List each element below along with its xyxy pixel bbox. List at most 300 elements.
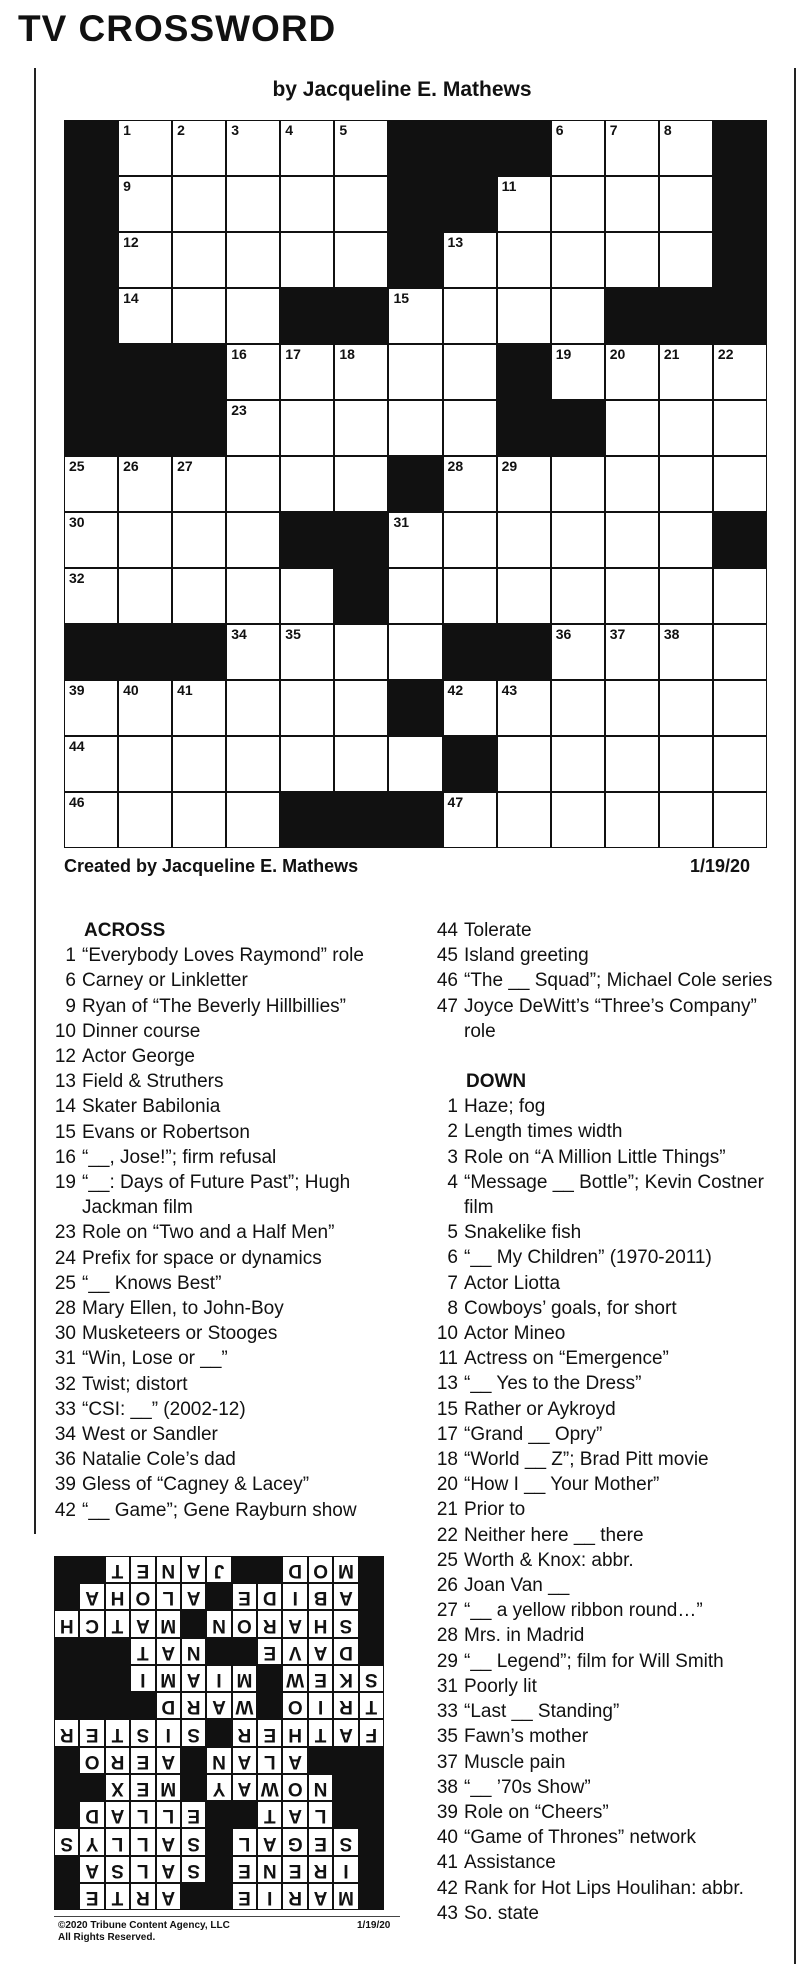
- grid-cell: [118, 568, 172, 624]
- clue-number: 36: [54, 1449, 76, 1471]
- clue-text: Prior to: [464, 1499, 526, 1521]
- solution-cell: L: [232, 1828, 257, 1855]
- solution-cell: E: [257, 1638, 282, 1665]
- clue-number: 19: [54, 1172, 76, 1194]
- solution-cell: N: [206, 1610, 231, 1637]
- grid-cell: [64, 512, 118, 568]
- grid-cell: [497, 288, 551, 344]
- grid-cell: [64, 680, 118, 736]
- grid-cell: [443, 568, 497, 624]
- clue-number: 37: [436, 1751, 458, 1773]
- solution-cell: E: [130, 1774, 155, 1801]
- cell-number: 22: [717, 346, 734, 362]
- solution-cell: S: [333, 1610, 358, 1637]
- clue-text: Dinner course: [82, 1020, 201, 1042]
- grid-cell: [605, 512, 659, 568]
- grid-cell: [659, 176, 713, 232]
- cell-number: 35: [285, 626, 301, 642]
- crossword-grid: [64, 120, 767, 848]
- solution-cell: S: [181, 1856, 206, 1883]
- grid-cell: [334, 736, 388, 792]
- clue-item: [432, 1623, 792, 1648]
- solution-cell: M: [156, 1665, 181, 1692]
- solution-cell: M: [333, 1556, 358, 1583]
- grid-cell: [280, 120, 334, 176]
- clue-number: 11: [438, 1348, 458, 1370]
- solution-cell: M: [156, 1610, 181, 1637]
- clue-text: Rank for Hot Lips Houlihan: abbr.: [464, 1877, 744, 1899]
- cell-number: 3: [231, 122, 240, 138]
- solution-cell: L: [156, 1801, 181, 1828]
- clue-text: Skater Babilonia: [82, 1096, 221, 1118]
- solution-cell: W: [282, 1665, 307, 1692]
- solution-cell: A: [308, 1638, 333, 1665]
- clue-number: 31: [54, 1348, 76, 1370]
- clue-text: “Everybody Loves Raymond” role: [82, 945, 364, 967]
- solution-cell: I: [130, 1665, 155, 1692]
- clue-item: [432, 943, 792, 968]
- clue-item: [432, 1145, 792, 1170]
- solution-cell: S: [333, 1828, 358, 1855]
- grid-cell: [118, 288, 172, 344]
- clue-text: Role on “Cheers”: [464, 1801, 609, 1823]
- clue-number: 24: [54, 1247, 76, 1269]
- solution-cell: A: [232, 1774, 257, 1801]
- clue-text: Muscle pain: [464, 1751, 566, 1773]
- grid-cell: [226, 456, 280, 512]
- solution-cell: D: [282, 1556, 307, 1583]
- grid-cell: [388, 288, 442, 344]
- solution-cell: T: [105, 1556, 130, 1583]
- clue-number: 47: [436, 995, 458, 1017]
- clue-text: “__ Knows Best”: [82, 1272, 222, 1294]
- grid-cell: [64, 456, 118, 512]
- solution-cell: Y: [206, 1774, 231, 1801]
- clue-number: 33: [436, 1701, 458, 1723]
- solution-cell: R: [333, 1692, 358, 1719]
- clue-number: 1: [65, 945, 76, 967]
- grid-cell: [280, 680, 334, 736]
- solution-cell: O: [282, 1692, 307, 1719]
- clue-number: 29: [436, 1650, 458, 1672]
- solution-cell: X: [105, 1774, 130, 1801]
- clue-item: [432, 1422, 792, 1447]
- clue-text: Island greeting: [464, 945, 589, 967]
- clue-text: Joyce DeWitt’s “Three’s Company” role: [464, 995, 757, 1042]
- solution-cell: A: [79, 1583, 104, 1610]
- solution-cell: S: [105, 1856, 130, 1883]
- grid-cell: [659, 456, 713, 512]
- clue-number: 39: [54, 1474, 76, 1496]
- clue-item: [50, 1246, 410, 1271]
- clue-item: [50, 943, 410, 968]
- cell-number: 16: [231, 346, 247, 362]
- divider: [54, 1916, 400, 1917]
- grid-cell: [226, 232, 280, 288]
- clue-item: [432, 1497, 792, 1522]
- clue-text: Tolerate: [464, 920, 532, 941]
- clue-item: [432, 1371, 792, 1396]
- grid-cell: [497, 736, 551, 792]
- solution-cell: O: [130, 1583, 155, 1610]
- clue-item: [50, 1094, 410, 1119]
- cell-number: 5: [339, 122, 348, 138]
- cell-number: 17: [285, 346, 301, 362]
- solution-cell: A: [282, 1747, 307, 1774]
- clue-item: [432, 1901, 792, 1926]
- grid-cell: [551, 624, 605, 680]
- clue-number: 20: [436, 1474, 458, 1496]
- grid-cell: [388, 568, 442, 624]
- clue-text: “__ Legend”; film for Will Smith: [464, 1650, 724, 1672]
- solution-cell: W: [232, 1692, 257, 1719]
- solution-cell: E: [181, 1801, 206, 1828]
- grid-cell: [659, 624, 713, 680]
- cell-number: 19: [555, 346, 572, 362]
- clue-number: 10: [436, 1323, 458, 1345]
- grid-cell: [605, 568, 659, 624]
- grid-cell: [280, 568, 334, 624]
- grid-cell: [713, 456, 767, 512]
- solution-cell: N: [181, 1638, 206, 1665]
- clue-number: 38: [436, 1776, 458, 1798]
- cell-number: 47: [447, 794, 464, 810]
- solution-cell: L: [105, 1828, 130, 1855]
- across-header: ACROSS: [84, 920, 166, 941]
- clue-item: [50, 1346, 410, 1371]
- clue-number: 26: [436, 1575, 458, 1597]
- clue-item: [50, 1372, 410, 1397]
- grid-cell: [226, 624, 280, 680]
- grid-cell: [497, 176, 551, 232]
- grid-cell: [605, 232, 659, 288]
- clue-text: Joan Van __: [464, 1575, 570, 1597]
- clue-text: Natalie Cole’s dad: [82, 1449, 236, 1471]
- grid-cell: [118, 120, 172, 176]
- grid-cell: [443, 512, 497, 568]
- solution-cell: E: [232, 1583, 257, 1610]
- clue-number: 42: [54, 1499, 76, 1521]
- down-header: DOWN: [466, 1071, 527, 1093]
- grid-cell: [118, 792, 172, 848]
- grid-cell: [551, 792, 605, 848]
- grid-cell: [334, 344, 388, 400]
- grid-cell: [497, 792, 551, 848]
- solution-cell: M: [156, 1774, 181, 1801]
- solution-cell: T: [308, 1719, 333, 1746]
- copyright-line-1: ©2020 Tribune Content Agency, LLC: [58, 1920, 230, 1931]
- grid-cell: [172, 792, 226, 848]
- grid-cell: [226, 792, 280, 848]
- cell-number: 6: [555, 122, 564, 138]
- grid-cell: [659, 512, 713, 568]
- clue-item: [50, 1069, 410, 1094]
- clue-text: Mrs. in Madrid: [464, 1625, 585, 1647]
- grid-cell: [443, 288, 497, 344]
- grid-cell: [605, 120, 659, 176]
- solution-cell: F: [359, 1719, 384, 1746]
- solution-cell: O: [308, 1556, 333, 1583]
- solution-cell: A: [156, 1856, 181, 1883]
- clue-number: 39: [436, 1801, 458, 1823]
- clue-item: [432, 1346, 792, 1371]
- clue-item: [50, 1296, 410, 1321]
- grid-cell: [443, 456, 497, 512]
- grid-cell: [172, 568, 226, 624]
- clue-number: 41: [436, 1852, 458, 1874]
- solution-cell: A: [257, 1828, 282, 1855]
- clue-number: 30: [54, 1323, 76, 1345]
- grid-cell: [388, 736, 442, 792]
- clue-text: Prefix for space or dynamics: [82, 1247, 322, 1269]
- solution-cell: I: [156, 1719, 181, 1746]
- grid-cell: [280, 736, 334, 792]
- clue-item: [432, 994, 792, 1044]
- grid-cell: [226, 736, 280, 792]
- solution-cell: R: [130, 1883, 155, 1910]
- clue-item: [432, 1245, 792, 1270]
- clue-text: “__: Days of Future Past”; Hugh Jackman film: [82, 1172, 351, 1219]
- solution-cell: J: [206, 1556, 231, 1583]
- clue-item: [50, 994, 410, 1019]
- clue-text: Actor Mineo: [464, 1323, 566, 1345]
- clue-text: “The __ Squad”; Michael Cole series: [464, 970, 773, 992]
- cell-number: 41: [177, 682, 193, 698]
- clue-text: “__ My Children” (1970-2011): [464, 1247, 712, 1269]
- clue-item: [432, 1699, 792, 1724]
- solution-cell: A: [181, 1583, 206, 1610]
- grid-cell: [388, 400, 442, 456]
- solution-cell: E: [282, 1856, 307, 1883]
- grid-cell: [605, 624, 659, 680]
- solution-cell: T: [105, 1883, 130, 1910]
- solution-cell: A: [181, 1556, 206, 1583]
- grid-cell: [659, 344, 713, 400]
- clue-item: [432, 1649, 792, 1674]
- solution-cell: E: [308, 1665, 333, 1692]
- clue-number: 18: [436, 1449, 458, 1471]
- clue-number: 1: [447, 1096, 458, 1118]
- grid-cell: [713, 568, 767, 624]
- clue-text: “__ Yes to the Dress”: [464, 1373, 642, 1395]
- clue-text: Field & Struthers: [82, 1071, 224, 1093]
- grid-cell: [551, 344, 605, 400]
- cell-number: 7: [609, 122, 618, 138]
- solution-cell: B: [308, 1583, 333, 1610]
- cell-number: 39: [69, 682, 85, 698]
- clue-text: Cowboys’ goals, for short: [464, 1297, 677, 1319]
- solution-cell: I: [282, 1583, 307, 1610]
- clue-text: So. state: [464, 1902, 539, 1924]
- grid-cell: [172, 120, 226, 176]
- solution-cell: R: [257, 1610, 282, 1637]
- solution-cell: K: [333, 1665, 358, 1692]
- clue-item: [432, 1321, 792, 1346]
- clue-number: 6: [65, 970, 76, 992]
- grid-cell: [172, 736, 226, 792]
- clue-number: 25: [436, 1549, 458, 1571]
- clue-number: 33: [54, 1398, 76, 1420]
- solution-cell: R: [181, 1692, 206, 1719]
- cell-number: 12: [123, 234, 139, 250]
- clue-number: 9: [65, 995, 76, 1017]
- clue-item: [432, 1170, 792, 1220]
- grid-cell: [605, 736, 659, 792]
- cell-number: 25: [69, 458, 85, 474]
- clue-text: “Game of Thrones” network: [464, 1827, 696, 1849]
- clue-item: [432, 1447, 792, 1472]
- cell-number: 2: [177, 122, 185, 138]
- clue-column-left: [50, 918, 410, 1523]
- grid-cell: [280, 456, 334, 512]
- clue-number: 6: [447, 1247, 458, 1269]
- clue-text: Worth & Knox: abbr.: [464, 1549, 634, 1571]
- cell-number: 46: [69, 794, 85, 810]
- grid-cell: [605, 792, 659, 848]
- grid-cell: [280, 624, 334, 680]
- grid-cell: [713, 344, 767, 400]
- grid-cell: [118, 680, 172, 736]
- clue-number: 34: [54, 1424, 76, 1446]
- clue-number: 28: [436, 1625, 458, 1647]
- grid-cell: [172, 680, 226, 736]
- solution-cell: A: [206, 1692, 231, 1719]
- solution-cell: D: [333, 1638, 358, 1665]
- clue-text: Actress on “Emergence”: [464, 1348, 669, 1370]
- clue-number: 35: [436, 1726, 458, 1748]
- clue-number: 8: [447, 1297, 458, 1319]
- clue-text: Carney or Linkletter: [82, 970, 248, 992]
- solution-cell: E: [130, 1747, 155, 1774]
- clue-text: Snakelike fish: [464, 1222, 582, 1244]
- grid-cell: [497, 568, 551, 624]
- solution-date: 1/19/20: [357, 1920, 391, 1931]
- clue-number: 22: [436, 1524, 458, 1546]
- clue-text: “Grand __ Opry”: [464, 1423, 603, 1445]
- grid-cell: [605, 400, 659, 456]
- grid-cell: [118, 176, 172, 232]
- solution-cell: S: [54, 1828, 79, 1855]
- clue-text: “World __ Z”; Brad Pitt movie: [464, 1449, 709, 1471]
- page-title: TV CROSSWORD: [18, 8, 337, 49]
- clue-item: [432, 1271, 792, 1296]
- grid-cell: [388, 624, 442, 680]
- grid-cell: [497, 680, 551, 736]
- clue-item: [432, 1750, 792, 1775]
- solution-cell: A: [308, 1883, 333, 1910]
- clue-number: 14: [54, 1096, 76, 1118]
- grid-cell: [551, 456, 605, 512]
- cell-number: 34: [231, 626, 247, 642]
- cell-number: 14: [123, 290, 139, 306]
- solution-cell: A: [232, 1747, 257, 1774]
- clue-text: Neither here __ there: [464, 1524, 644, 1546]
- clue-number: 3: [447, 1146, 458, 1168]
- solution-cell: H: [105, 1583, 130, 1610]
- clue-item: [432, 1472, 792, 1497]
- clue-text: Gless of “Cagney & Lacey”: [82, 1474, 310, 1496]
- solution-cell: E: [232, 1856, 257, 1883]
- grid-cell: [334, 456, 388, 512]
- solution-cell: M: [232, 1665, 257, 1692]
- grid-cell: [118, 232, 172, 288]
- solution-cell: I: [257, 1883, 282, 1910]
- solution-cell: S: [130, 1719, 155, 1746]
- grid-cell: [659, 792, 713, 848]
- clue-item: [432, 1397, 792, 1422]
- solution-cell: R: [105, 1747, 130, 1774]
- grid-cell: [334, 176, 388, 232]
- solution-cell: S: [359, 1665, 384, 1692]
- solution-cell: N: [308, 1774, 333, 1801]
- puzzle-date: 1/19/20: [690, 856, 751, 876]
- clue-item: [50, 1019, 410, 1044]
- solution-cell: A: [156, 1828, 181, 1855]
- grid-cell: [443, 792, 497, 848]
- clue-item: [432, 968, 792, 993]
- solution-cell: W: [257, 1774, 282, 1801]
- clue-text: Actor Liotta: [464, 1272, 561, 1294]
- grid-cell: [659, 736, 713, 792]
- grid-cell: [551, 680, 605, 736]
- clue-item: [50, 1170, 410, 1220]
- solution-cell: L: [130, 1828, 155, 1855]
- clue-item: [50, 1044, 410, 1069]
- clue-number: 27: [436, 1600, 458, 1622]
- grid-cell: [64, 568, 118, 624]
- grid-cell: [64, 736, 118, 792]
- solution-cell: A: [282, 1801, 307, 1828]
- grid-cell: [443, 232, 497, 288]
- grid-cell: [172, 512, 226, 568]
- clue-item: [50, 968, 410, 993]
- grid-cell: [659, 680, 713, 736]
- cell-number: 40: [123, 682, 139, 698]
- solution-cell: A: [282, 1610, 307, 1637]
- grid-cell: [172, 456, 226, 512]
- clue-number: 15: [436, 1398, 458, 1420]
- grid-cell: [280, 400, 334, 456]
- clue-number: 4: [447, 1171, 458, 1193]
- clue-item: [50, 1271, 410, 1296]
- grid-cell: [659, 568, 713, 624]
- solution-cell: I: [333, 1856, 358, 1883]
- grid-cell: [226, 512, 280, 568]
- clue-item: [432, 1775, 792, 1800]
- solution-cell: I: [206, 1665, 231, 1692]
- clue-item: [432, 1573, 792, 1598]
- solution-cell: H: [54, 1610, 79, 1637]
- clue-item: [432, 1876, 792, 1901]
- grid-cell: [551, 232, 605, 288]
- clue-text: Ryan of “The Beverly Hillbillies”: [82, 995, 346, 1017]
- clue-text: “CSI: __” (2002-12): [82, 1398, 246, 1420]
- grid-cell: [551, 512, 605, 568]
- cell-number: 1: [123, 122, 131, 138]
- grid-cell: [118, 512, 172, 568]
- solution-cell: N: [156, 1556, 181, 1583]
- grid-cell: [334, 400, 388, 456]
- solution-cell: S: [181, 1828, 206, 1855]
- clue-item: [432, 1674, 792, 1699]
- grid-cell: [605, 680, 659, 736]
- clue-item: [432, 1548, 792, 1573]
- clue-text: Length times width: [464, 1121, 623, 1143]
- clue-text: “How I __ Your Mother”: [464, 1474, 660, 1496]
- solution-cell: O: [232, 1610, 257, 1637]
- grid-cell: [659, 400, 713, 456]
- created-by: Created by Jacqueline E. Mathews: [64, 856, 359, 876]
